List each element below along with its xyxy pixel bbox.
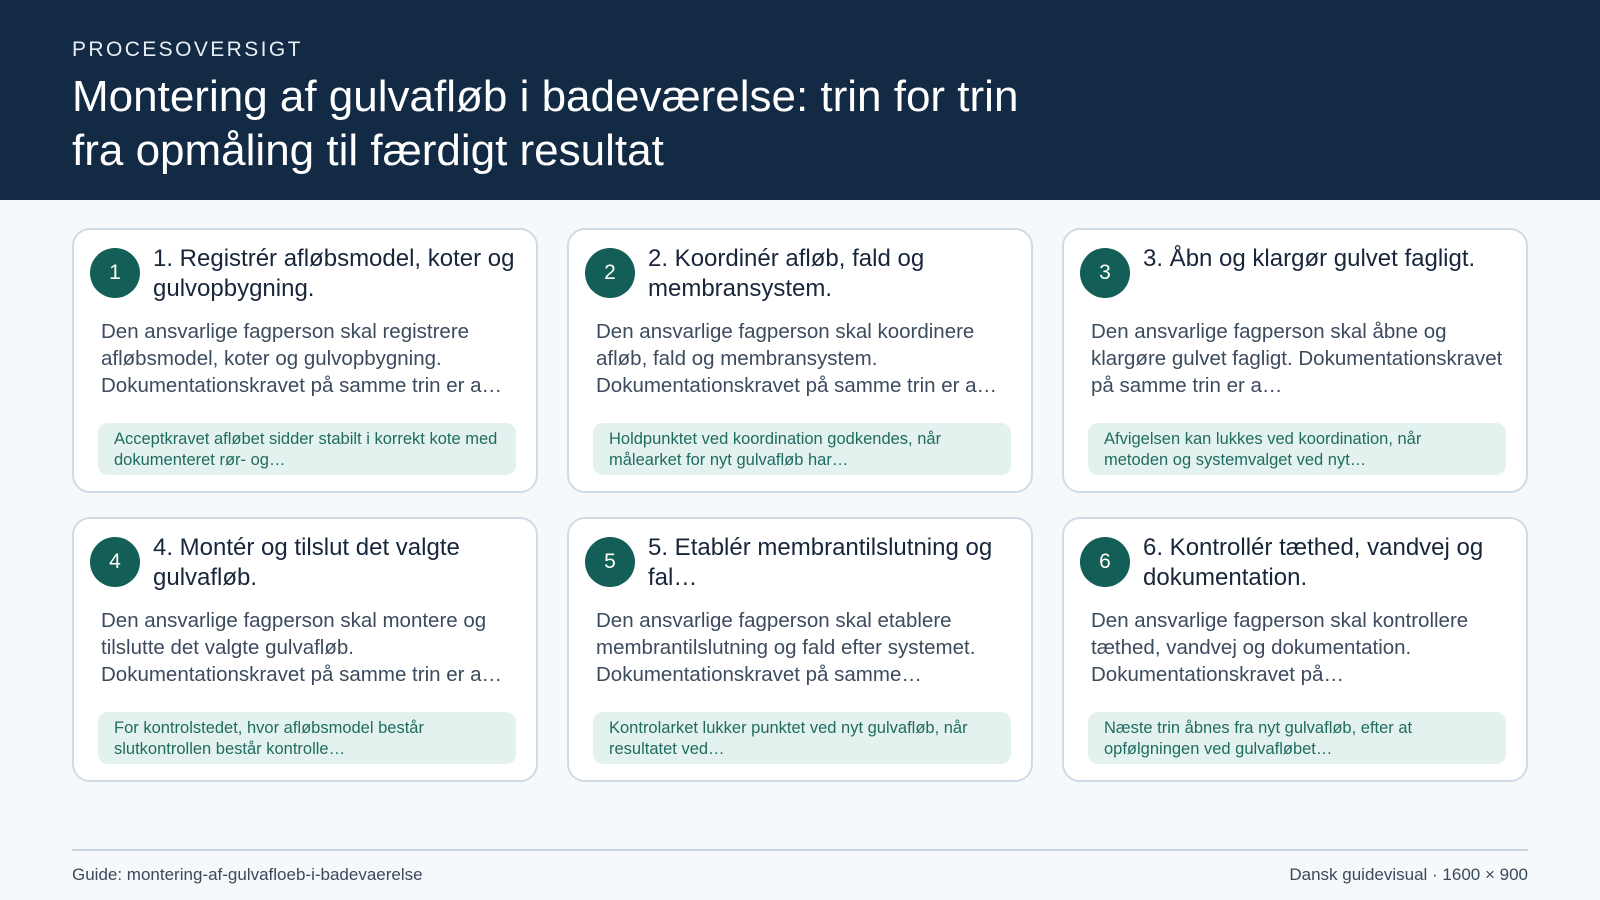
footer-meta: Dansk guidevisual · 1600 × 900 — [1289, 865, 1528, 884]
step-card-5 — [567, 517, 1033, 782]
step-note-text: Acceptkravet afløbet sidder stabilt i korrekt kote med dokumenteret rør- og… — [114, 430, 498, 469]
step-number-badge: 1 — [90, 248, 140, 298]
step-description: Den ansvarlige fagperson skal åbne og klargøre gulvet fagligt. Dokumentationskravet på samme trin er a… — [1091, 320, 1503, 397]
step-title: 5. Etablér membrantilslutning og fal… — [648, 534, 993, 591]
step-note-text: Næste trin åbnes fra nyt gulvafløb, efter at opfølgningen ved gulvafløbet… — [1104, 719, 1413, 758]
step-note — [593, 423, 1011, 475]
step-card-3 — [1062, 228, 1528, 493]
footer-guide-slug: Guide: montering-af-gulvafloeb-i-badevaerelse — [72, 865, 423, 884]
step-note — [1088, 712, 1506, 764]
step-note-text: Holdpunktet ved koordination godkendes, når målearket for nyt gulvafløb har… — [609, 430, 942, 469]
step-description: Den ansvarlige fagperson skal montere og tilslutte det valgte gulvafløb. Dokumentationskravet på samme trin er a… — [101, 609, 503, 686]
step-note-text: Afvigelsen kan lukkes ved koordination, når metoden og systemvalget ved nyt… — [1104, 430, 1422, 469]
step-title: 6. Kontrollér tæthed, vandvej og dokumentation. — [1143, 534, 1484, 591]
step-note — [98, 712, 516, 764]
step-note — [1088, 423, 1506, 475]
step-number-badge: 2 — [585, 248, 635, 298]
step-title: 1. Registrér afløbsmodel, koter og gulvopbygning. — [153, 245, 515, 302]
step-number-badge: 4 — [90, 537, 140, 587]
step-number-badge: 5 — [585, 537, 635, 587]
step-note-text: Kontrolarket lukker punktet ved nyt gulvafløb, når resultatet ved… — [609, 719, 968, 758]
eyebrow-label: PROCESOVERSIGT — [72, 38, 303, 61]
page-title: Montering af gulvafløb i badeværelse: trin for trin fra opmåling til færdigt resultat — [72, 72, 1019, 175]
step-title: 2. Koordinér afløb, fald og membransystem. — [648, 245, 925, 302]
step-number-badge: 6 — [1080, 537, 1130, 587]
step-description: Den ansvarlige fagperson skal etablere membrantilslutning og fald efter systemet. Dokumentationskravet på samme… — [596, 609, 976, 686]
step-card-2 — [567, 228, 1033, 493]
step-card-6 — [1062, 517, 1528, 782]
header-banner — [0, 0, 1600, 200]
step-grid — [72, 228, 1528, 782]
step-card-1 — [72, 228, 538, 493]
step-description: Den ansvarlige fagperson skal kontrollere tæthed, vandvej og dokumentation. Dokumentationskravet på… — [1091, 609, 1469, 686]
step-number-badge: 3 — [1080, 248, 1130, 298]
step-note — [98, 423, 516, 475]
step-description: Den ansvarlige fagperson skal registrere afløbsmodel, koter og gulvopbygning. Dokumentationskravet på samme trin er a… — [101, 320, 503, 397]
footer-divider — [72, 849, 1528, 851]
step-title: 3. Åbn og klargør gulvet fagligt. — [1143, 245, 1476, 272]
step-note — [593, 712, 1011, 764]
step-note-text: For kontrolstedet, hvor afløbsmodel består slutkontrollen består kontrolle… — [114, 719, 424, 758]
step-title: 4. Montér og tilslut det valgte gulvafløb. — [153, 534, 460, 591]
step-card-4 — [72, 517, 538, 782]
step-description: Den ansvarlige fagperson skal koordinere afløb, fald og membransystem. Dokumentationskravet på samme trin er a… — [596, 320, 998, 397]
